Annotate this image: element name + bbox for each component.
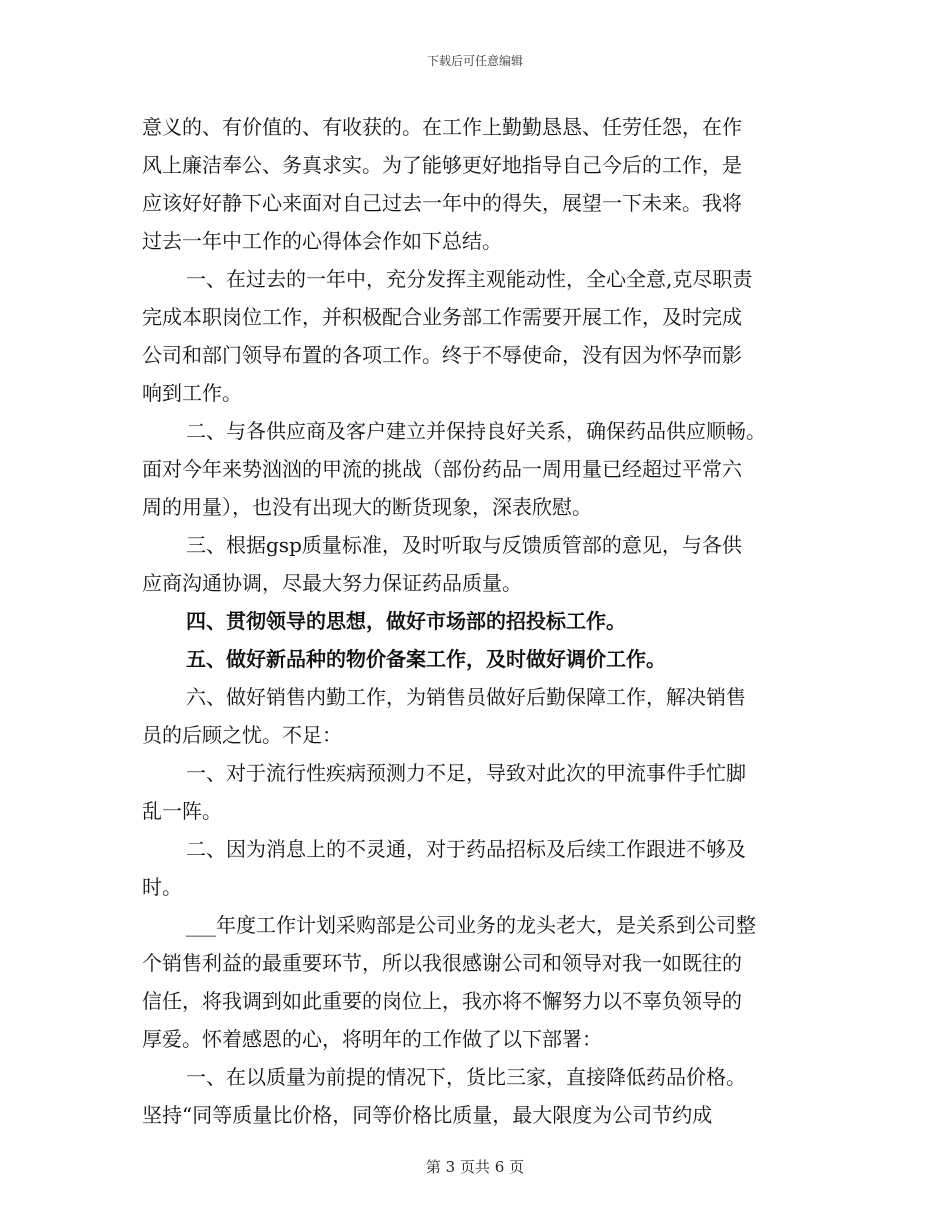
text-line: 过去一年中工作的心得体会作如下总结。 xyxy=(142,229,502,253)
text-line: 一、在以质量为前提的情况下，货比三家，直接降低药品价格。 xyxy=(186,1065,746,1089)
text-line: 风上廉洁奉公、务真求实。为了能够更好地指导自己今后的工作，是 xyxy=(142,153,742,177)
text-line: 信任，将我调到如此重要的岗位上，我亦将不懈努力以不辜负领导的 xyxy=(142,989,742,1013)
text-line: 周的用量），也没有出现大的断货现象，深表欣慰。 xyxy=(142,495,592,519)
text-line: ___年度工作计划采购部是公司业务的龙头老大，是关系到公司整 xyxy=(186,913,756,937)
text-line: 二、与各供应商及客户建立并保持良好关系，确保药品供应顺畅。 xyxy=(186,419,766,443)
text-line: 四、贯彻领导的思想，做好市场部的招投标工作。 xyxy=(186,609,626,633)
page-header: 下载后可任意编辑 xyxy=(426,54,523,68)
text-line: 坚持“同等质量比价格，同等价格比质量，最大限度为公司节约成 xyxy=(142,1103,713,1127)
text-line: 一、在过去的一年中，充分发挥主观能动性，全心全意,克尽职责 xyxy=(186,267,753,291)
text-line: 时。 xyxy=(142,875,182,899)
text-line: 意义的、有价值的、有收获的。在工作上勤勤恳恳、任劳任怨，在作 xyxy=(142,115,742,139)
text-line: 二、因为消息上的不灵通，对于药品招标及后续工作跟进不够及 xyxy=(186,837,746,861)
text-line: 应该好好静下心来面对自己过去一年中的得失，展望一下未来。我将 xyxy=(142,191,742,215)
text-line: 响到工作。 xyxy=(142,381,242,405)
text-line: 六、做好销售内勤工作，为销售员做好后勤保障工作，解决销售 xyxy=(186,685,746,709)
text-line: 一、对于流行性疾病预测力不足，导致对此次的甲流事件手忙脚 xyxy=(186,761,746,785)
page-footer: 第 3 页共 6 页 xyxy=(425,1158,525,1176)
text-line: 五、做好新品种的物价备案工作，及时做好调价工作。 xyxy=(186,647,666,671)
document-body xyxy=(142,108,810,1134)
text-line: 个销售利益的最重要环节，所以我很感谢公司和领导对我一如既往的 xyxy=(142,951,742,975)
text-line: 三、根据gsp质量标准，及时听取与反馈质管部的意见，与各供 xyxy=(186,533,742,557)
text-line: 乱一阵。 xyxy=(142,799,222,823)
text-line: 应商沟通协调，尽最大努力保证药品质量。 xyxy=(142,571,522,595)
text-line: 完成本职岗位工作，并积极配合业务部工作需要开展工作，及时完成 xyxy=(142,305,742,329)
text-line: 公司和部门领导布置的各项工作。终于不辱使命，没有因为怀孕而影 xyxy=(142,343,742,367)
text-line: 面对今年来势汹汹的甲流的挑战（部份药品一周用量已经超过平常六 xyxy=(142,457,742,481)
text-line: 员的后顾之忧。不足： xyxy=(142,723,342,747)
text-line: 厚爱。怀着感恩的心，将明年的工作做了以下部署： xyxy=(142,1027,602,1051)
